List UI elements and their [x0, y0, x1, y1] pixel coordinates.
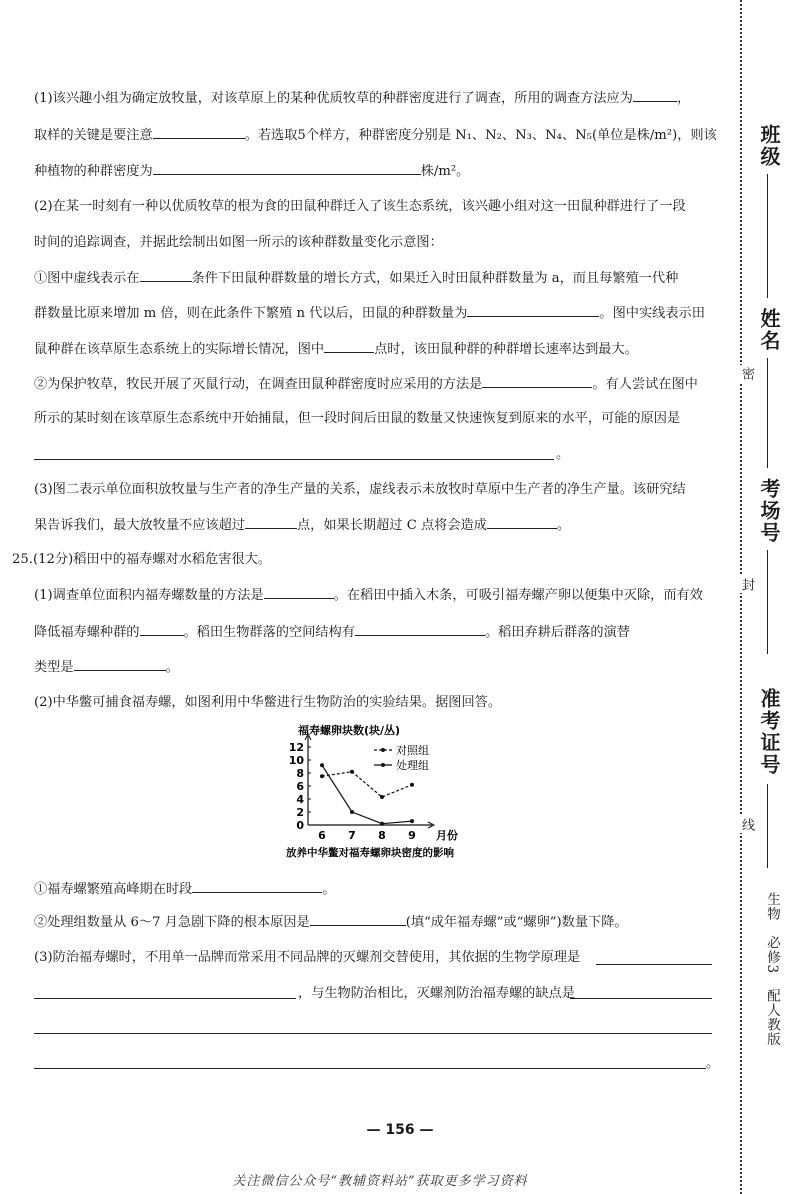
answer-blank[interactable] [153, 161, 421, 175]
answer-line[interactable] [34, 1068, 706, 1069]
chart-title: 放养中华鳖对福寿螺卵块密度的影响 [286, 847, 454, 859]
class-label: 班级 [757, 124, 781, 168]
binding-dotted-line [740, 0, 743, 1194]
answer-blank[interactable] [355, 622, 485, 636]
series-line-treated [322, 765, 412, 824]
answer-blank[interactable] [487, 515, 557, 529]
y-tick-label: 10 [288, 754, 304, 767]
data-point [380, 795, 384, 799]
x-axis-label: 月份 [436, 829, 458, 842]
y-tick-label: 4 [296, 793, 304, 806]
q24-p2-line7: 所示的某时刻在该草原生态系统中开始捕鼠，但一段时间后田鼠的数量又快速恢复到原来的水平，可能的原因是 [34, 411, 681, 426]
q24-p2-line6: ②为保护牧草，牧民开展了灭鼠行动，在调查田鼠种群密度时应采用的方法是 。有人尝试在图中 [34, 374, 698, 395]
q24-p2-line8-end: 。 [556, 447, 570, 462]
answer-blank[interactable] [633, 88, 677, 102]
q25-q-b: ②处理组数量从 6～7 月急剧下降的根本原因是 (填“成年福寿螺”或“螺卵”)数量下降。 [34, 912, 628, 933]
q24-p1-line3: 种植物的种群密度为 株/m²。 [34, 161, 469, 182]
answer-blank[interactable] [264, 585, 334, 599]
x-tick-label: 9 [408, 829, 416, 842]
y-tick-label: 0 [296, 819, 304, 832]
answer-blank[interactable] [245, 515, 297, 529]
y-tick-label: 2 [296, 806, 304, 819]
data-point [320, 774, 324, 778]
q25-p1-line1: (1)调查单位面积内福寿螺数量的方法是 。在稻田中插入木条，可吸引福寿螺产卵以便集中灭除，而有效 [34, 585, 703, 606]
answer-line[interactable] [596, 964, 712, 965]
q24-p2-line3: ①图中虚线表示在 条件下田鼠种群数量的增长方式，如果迁入时田鼠种群数量为 a，而且每繁殖一代种 [34, 268, 678, 289]
x-tick-label: 7 [348, 829, 356, 842]
data-point [410, 819, 414, 823]
answer-blank[interactable] [310, 912, 406, 926]
q25-p1-line2: 降低福寿螺种群的 。稻田生物群落的空间结构有 。稻田弃耕后群落的演替 [34, 622, 630, 643]
answer-line[interactable] [570, 998, 712, 999]
legend-label: 对照组 [396, 744, 429, 757]
y-tick-label: 8 [296, 767, 304, 780]
y-tick-label: 6 [296, 780, 304, 793]
answer-blank[interactable] [74, 657, 166, 671]
seal-mark-xian: 线 [739, 818, 754, 831]
exam-room-label: 考场号 [757, 478, 781, 544]
data-point [350, 810, 354, 814]
exam-id-label: 准考证号 [757, 688, 781, 776]
answer-blank[interactable] [140, 622, 184, 636]
data-point [410, 783, 414, 787]
snail-egg-chart [270, 722, 510, 862]
q25-q-a: ①福寿螺繁殖高峰期在时段 。 [34, 879, 335, 900]
subject-label: 生物 必修3 配人教版 [764, 892, 780, 1047]
answer-blank[interactable] [324, 339, 374, 353]
legend-label: 处理组 [396, 759, 429, 772]
series-line-control [322, 772, 412, 797]
q24-p1-line2: 取样的关键是要注意 。若选取5个样方，种群密度分别是 N₁、N₂、N₃、N₄、N₅(单位是株/m²)，则该 [34, 125, 717, 146]
data-point [320, 763, 324, 767]
y-axis-label: 福寿螺卵块数(块/丛) [298, 724, 401, 737]
q25-p3-line2: ，与生物防治相比，灭螺剂防治福寿螺的缺点是 [298, 986, 575, 1001]
page-number: — 156 — [366, 1122, 434, 1138]
x-tick-label: 6 [318, 829, 326, 842]
exam-id-field[interactable] [767, 784, 768, 868]
answer-line[interactable] [34, 998, 296, 999]
exam-room-field[interactable] [767, 550, 768, 654]
q24-p1-line1: (1)该兴趣小组为确定放牧量，对该草原上的某种优质牧草的种群密度进行了调查，所用的调查方法应为 ， [34, 88, 690, 109]
footer-note: 关注微信公众号“教辅资料站”获取更多学习资料 [232, 1174, 528, 1189]
x-tick-label: 8 [378, 829, 386, 842]
name-label: 姓名 [757, 308, 781, 352]
q25-p3-end: 。 [706, 1056, 720, 1071]
y-tick-label: 12 [288, 741, 304, 754]
answer-blank[interactable] [153, 125, 245, 139]
legend-marker [381, 763, 385, 767]
q24-p2-line5: 鼠种群在该草原生态系统上的实际增长情况，图中 点时，该田鼠种群的种群增长速率达到最大。 [34, 339, 638, 360]
q24-p3-line2: 果告诉我们，最大放牧量不应该超过 点，如果长期超过 C 点将会造成 。 [34, 515, 570, 536]
q24-p2-line1: (2)在某一时刻有一种以优质牧草的根为食的田鼠种群迁入了该生态系统，该兴趣小组对这一田鼠种群进行了一段 [34, 199, 686, 214]
answer-line[interactable] [34, 1033, 712, 1034]
answer-blank[interactable] [467, 303, 599, 317]
seal-mark-mi: 密 [739, 367, 754, 380]
q24-p2-line2: 时间的追踪调查，并据此绘制出如图一所示的该种群数量变化示意图： [34, 235, 443, 250]
data-point [350, 770, 354, 774]
q25-p1-line3: 类型是 。 [34, 657, 179, 678]
q25-p2-intro: (2)中华鳖可捕食福寿螺，如图利用中华鳖进行生物防治的实验结果。据图回答。 [34, 695, 502, 710]
answer-blank[interactable] [482, 374, 592, 388]
q25-p3-line1: (3)防治福寿螺时，不用单一品牌而常采用不同品牌的灭螺剂交替使用，其依据的生物学原理是 [34, 950, 581, 965]
answer-blank[interactable] [140, 268, 192, 282]
q25-title: 25.(12分)稻田中的福寿螺对水稻危害很大。 [12, 552, 272, 567]
data-point [380, 822, 384, 826]
q24-p3-line1: (3)图二表示单位面积放牧量与生产者的净生产量的关系，虚线表示未放牧时草原中生产者的净生产量。该研究结 [34, 482, 686, 497]
class-field[interactable] [767, 174, 768, 298]
answer-line[interactable] [34, 459, 554, 460]
seal-mark-feng: 封 [739, 578, 754, 591]
q24-p2-line4: 群数量比原来增加 m 倍，则在此条件下繁殖 n 代以后，田鼠的种群数量为 。图中实线表示田 [34, 303, 705, 324]
name-field[interactable] [767, 358, 768, 468]
legend-marker [381, 748, 385, 752]
answer-blank[interactable] [192, 879, 322, 893]
